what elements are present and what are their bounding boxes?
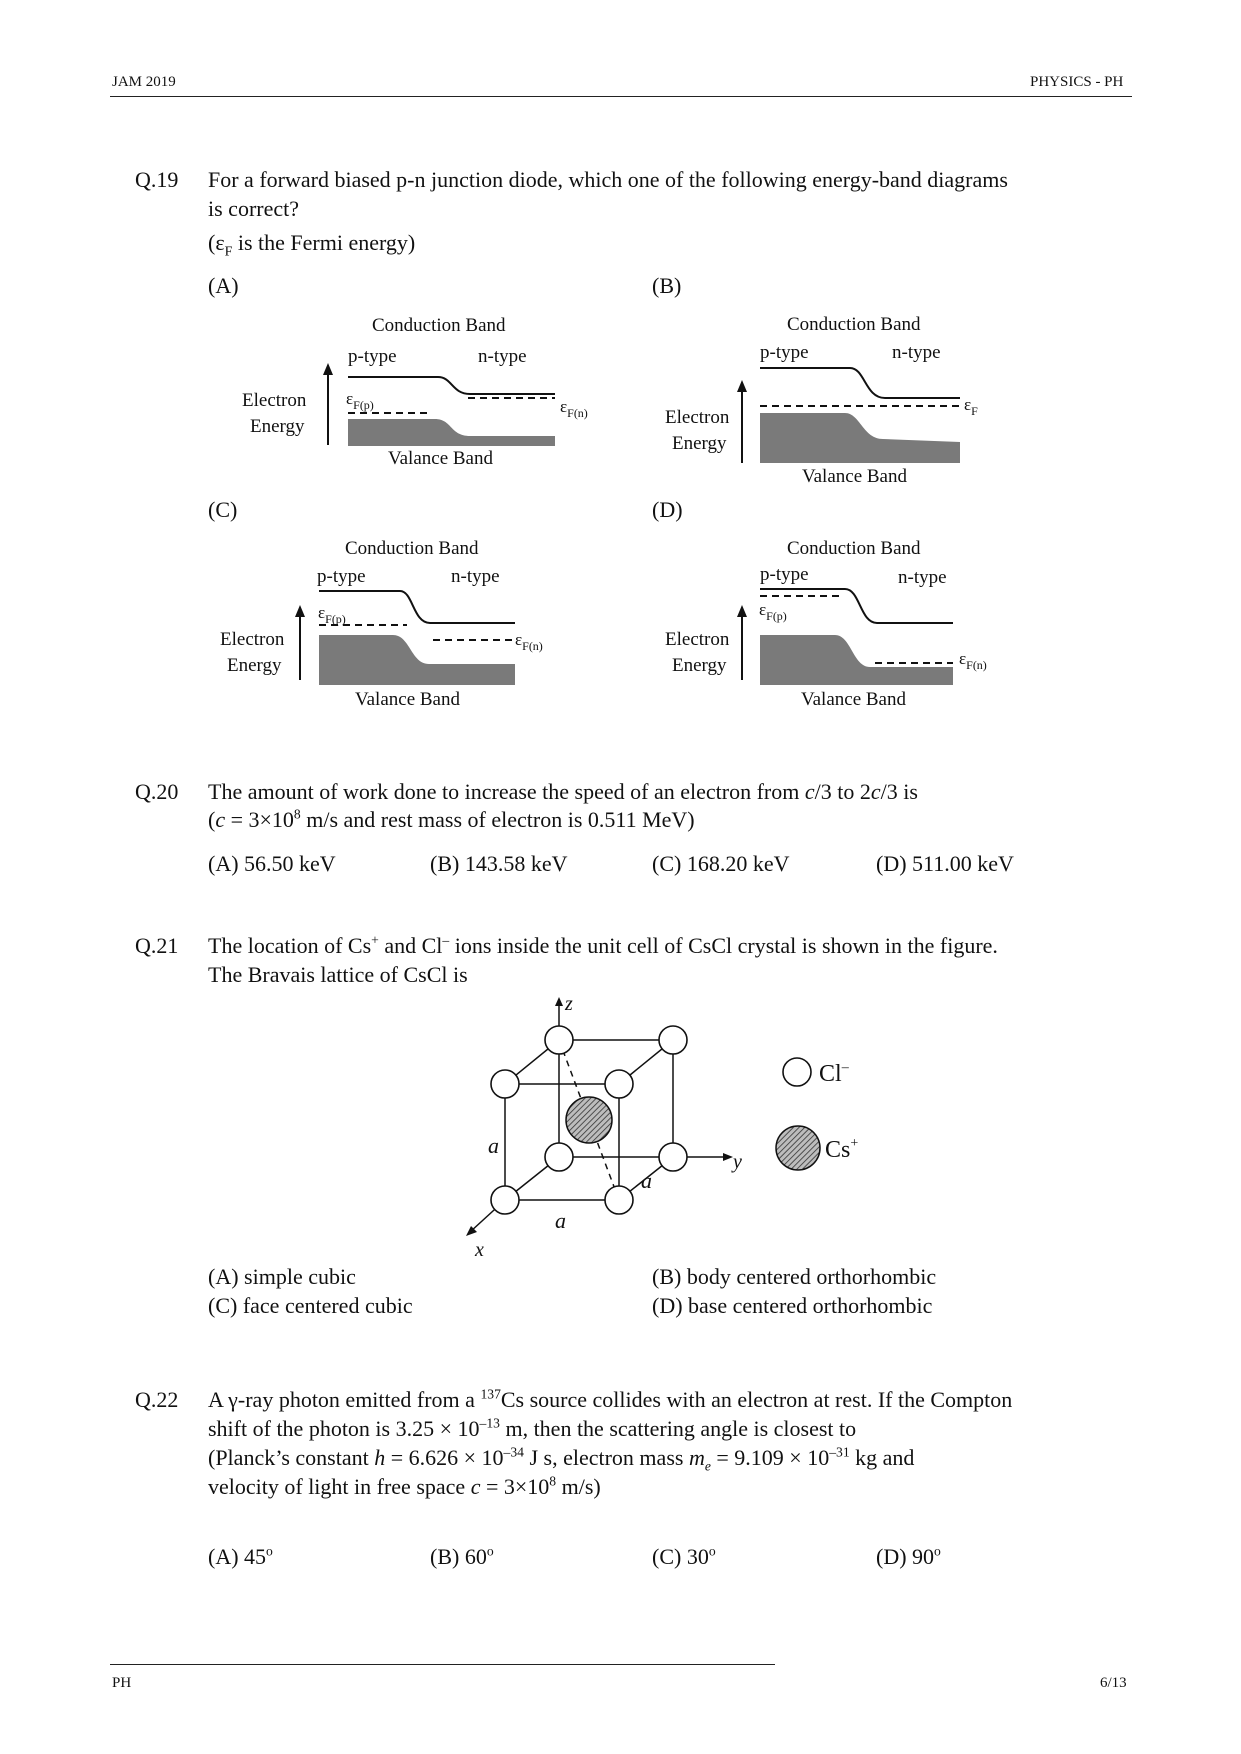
- z-axis-label: z: [565, 993, 573, 1015]
- conduction-band-edge: [760, 589, 953, 623]
- question-line: The location of Cs+ and Cl– ions inside the unit cell of CsCl crystal is shown in the figure.: [208, 932, 998, 958]
- band-diagram-a: [230, 305, 610, 480]
- option-b: (B) 143.58 keV: [430, 851, 568, 876]
- legend-cs-marker: [776, 1126, 820, 1170]
- energy-label: Energy: [227, 655, 282, 676]
- fermi-p-label: $\varepsilon_{F(p)}$: [346, 389, 374, 412]
- n-type-label: n-type: [478, 346, 527, 367]
- cs-ion: [566, 1097, 612, 1143]
- n-type-label: n-type: [892, 342, 941, 363]
- energy-label: Energy: [250, 416, 305, 437]
- valence-band-fill: [319, 635, 515, 685]
- option-label-d: (D): [652, 497, 683, 522]
- p-type-label: p-type: [348, 346, 397, 367]
- lattice-a-label: a: [641, 1168, 652, 1193]
- valence-band-label: Valance Band: [388, 448, 493, 469]
- question-line: For a forward biased p-n junction diode, which one of the following energy-band diagrams: [208, 167, 1008, 192]
- question-number: Q.20: [135, 779, 179, 804]
- option-a: (A) 56.50 keV: [208, 851, 336, 876]
- fermi-n-label: $\varepsilon_{F(n)}$: [515, 630, 543, 653]
- footer-left: PH: [112, 1675, 132, 1691]
- option-d: (D) base centered orthorhombic: [652, 1293, 933, 1318]
- electron-label: Electron: [665, 407, 730, 428]
- valence-band-label: Valance Band: [802, 466, 907, 487]
- lattice-a-label: a: [555, 1208, 566, 1233]
- conduction-band-edge: [760, 368, 960, 398]
- question-line: The Bravais lattice of CsCl is: [208, 962, 468, 987]
- valence-band-fill: [760, 635, 953, 685]
- electron-label: Electron: [220, 629, 285, 650]
- cl-ion: [545, 1026, 573, 1054]
- electron-label: Electron: [665, 629, 730, 650]
- header-right: PHYSICS - PH: [1030, 74, 1124, 90]
- band-diagram-b: [655, 305, 1035, 490]
- valence-band-label: Valance Band: [801, 689, 906, 710]
- option-label-b: (B): [652, 273, 682, 298]
- option-d: (D) 511.00 keV: [876, 851, 1014, 876]
- cl-ion: [545, 1143, 573, 1171]
- energy-label: Energy: [672, 655, 727, 676]
- conduction-band-label: Conduction Band: [345, 538, 479, 559]
- energy-label: Energy: [672, 433, 727, 454]
- valence-band-fill: [760, 413, 960, 463]
- legend-cl-marker: [783, 1058, 811, 1086]
- cl-ion: [605, 1186, 633, 1214]
- header-left: JAM 2019: [112, 74, 176, 90]
- valence-band-label: Valance Band: [355, 689, 460, 710]
- cl-ion: [491, 1070, 519, 1098]
- option-c: (C) 30$^o$: [652, 1543, 716, 1569]
- fermi-n-label: $\varepsilon_{F(n)}$: [959, 649, 987, 672]
- cscl-unit-cell: [455, 990, 895, 1260]
- question-line: is correct?: [208, 196, 299, 221]
- legend-cl-label: Cl–: [819, 1060, 849, 1087]
- x-axis-label: x: [475, 1239, 484, 1260]
- footer-rule: [110, 1664, 775, 1665]
- conduction-band-edge: [319, 591, 515, 623]
- header-rule: [110, 96, 1132, 97]
- option-b: (B) body centered orthorhombic: [652, 1264, 937, 1289]
- option-d: (D) 90$^o$: [876, 1543, 941, 1569]
- n-type-label: n-type: [451, 566, 500, 587]
- fermi-p-label: $\varepsilon_{F(p)}$: [759, 600, 787, 623]
- question-line: ($c = 3\times 10^8$ m/s and rest mass of electron is 0.511 MeV): [208, 806, 695, 832]
- band-diagram-d: [655, 530, 1035, 710]
- conduction-band-label: Conduction Band: [372, 315, 506, 336]
- cl-ion: [659, 1026, 687, 1054]
- question-number: Q.19: [135, 167, 179, 192]
- lattice-a-label: a: [488, 1133, 499, 1158]
- question-line: velocity of light in free space $c = 3\times 10^8$ m/s): [208, 1473, 601, 1499]
- conduction-band-edge: [348, 377, 555, 394]
- option-c: (C) face centered cubic: [208, 1293, 413, 1318]
- p-type-label: p-type: [760, 564, 809, 585]
- option-c: (C) 168.20 keV: [652, 851, 790, 876]
- cl-ion: [605, 1070, 633, 1098]
- electron-label: Electron: [242, 390, 307, 411]
- cl-ion: [659, 1143, 687, 1171]
- arrow-head-icon: [323, 363, 333, 375]
- page-number: 6/13: [1100, 1675, 1127, 1691]
- option-a: (A) 45$^o$: [208, 1543, 273, 1569]
- y-axis-label: y: [733, 1151, 742, 1173]
- p-type-label: p-type: [317, 566, 366, 587]
- question-note: ($\varepsilon_F$ is the Fermi energy): [208, 230, 416, 260]
- cl-ion: [491, 1186, 519, 1214]
- conduction-band-label: Conduction Band: [787, 538, 921, 559]
- fermi-label: $\varepsilon_F$: [964, 395, 978, 418]
- arrow-head-icon: [295, 605, 305, 617]
- fermi-n-label: $\varepsilon_{F(n)}$: [560, 397, 588, 420]
- conduction-band-label: Conduction Band: [787, 314, 921, 335]
- question-number: Q.22: [135, 1387, 179, 1412]
- arrow-head-icon: [737, 380, 747, 392]
- p-type-label: p-type: [760, 342, 809, 363]
- arrow-head-icon: [555, 997, 563, 1006]
- question-number: Q.21: [135, 933, 179, 958]
- question-line: The amount of work done to increase the speed of an electron from c/3 to 2c/3 is: [208, 779, 918, 804]
- fermi-p-label: $\varepsilon_{F(p)}$: [318, 603, 346, 626]
- option-b: (B) 60$^o$: [430, 1543, 494, 1569]
- option-label-c: (C): [208, 497, 238, 522]
- question-line: (Planck’s constant $h = 6.626 \times 10^{-34}$ J s, electron mass $m_e = 9.109 \times 10^{-31}$ kg and: [208, 1444, 915, 1474]
- arrow-head-icon: [723, 1153, 733, 1161]
- arrow-head-icon: [737, 605, 747, 617]
- n-type-label: n-type: [898, 567, 947, 588]
- question-line: shift of the photon is $3.25 \times 10^{-13}$ m, then the scattering angle is closest to: [208, 1415, 857, 1441]
- legend-cs-label: Cs+: [825, 1136, 859, 1163]
- band-diagram-c: [215, 530, 595, 710]
- option-a: (A) simple cubic: [208, 1264, 356, 1289]
- question-line: A γ-ray photon emitted from a $^{137}$Cs source collides with an electron at rest. If the Compton: [208, 1386, 1013, 1412]
- valence-band-fill: [348, 419, 555, 446]
- option-label-a: (A): [208, 273, 239, 298]
